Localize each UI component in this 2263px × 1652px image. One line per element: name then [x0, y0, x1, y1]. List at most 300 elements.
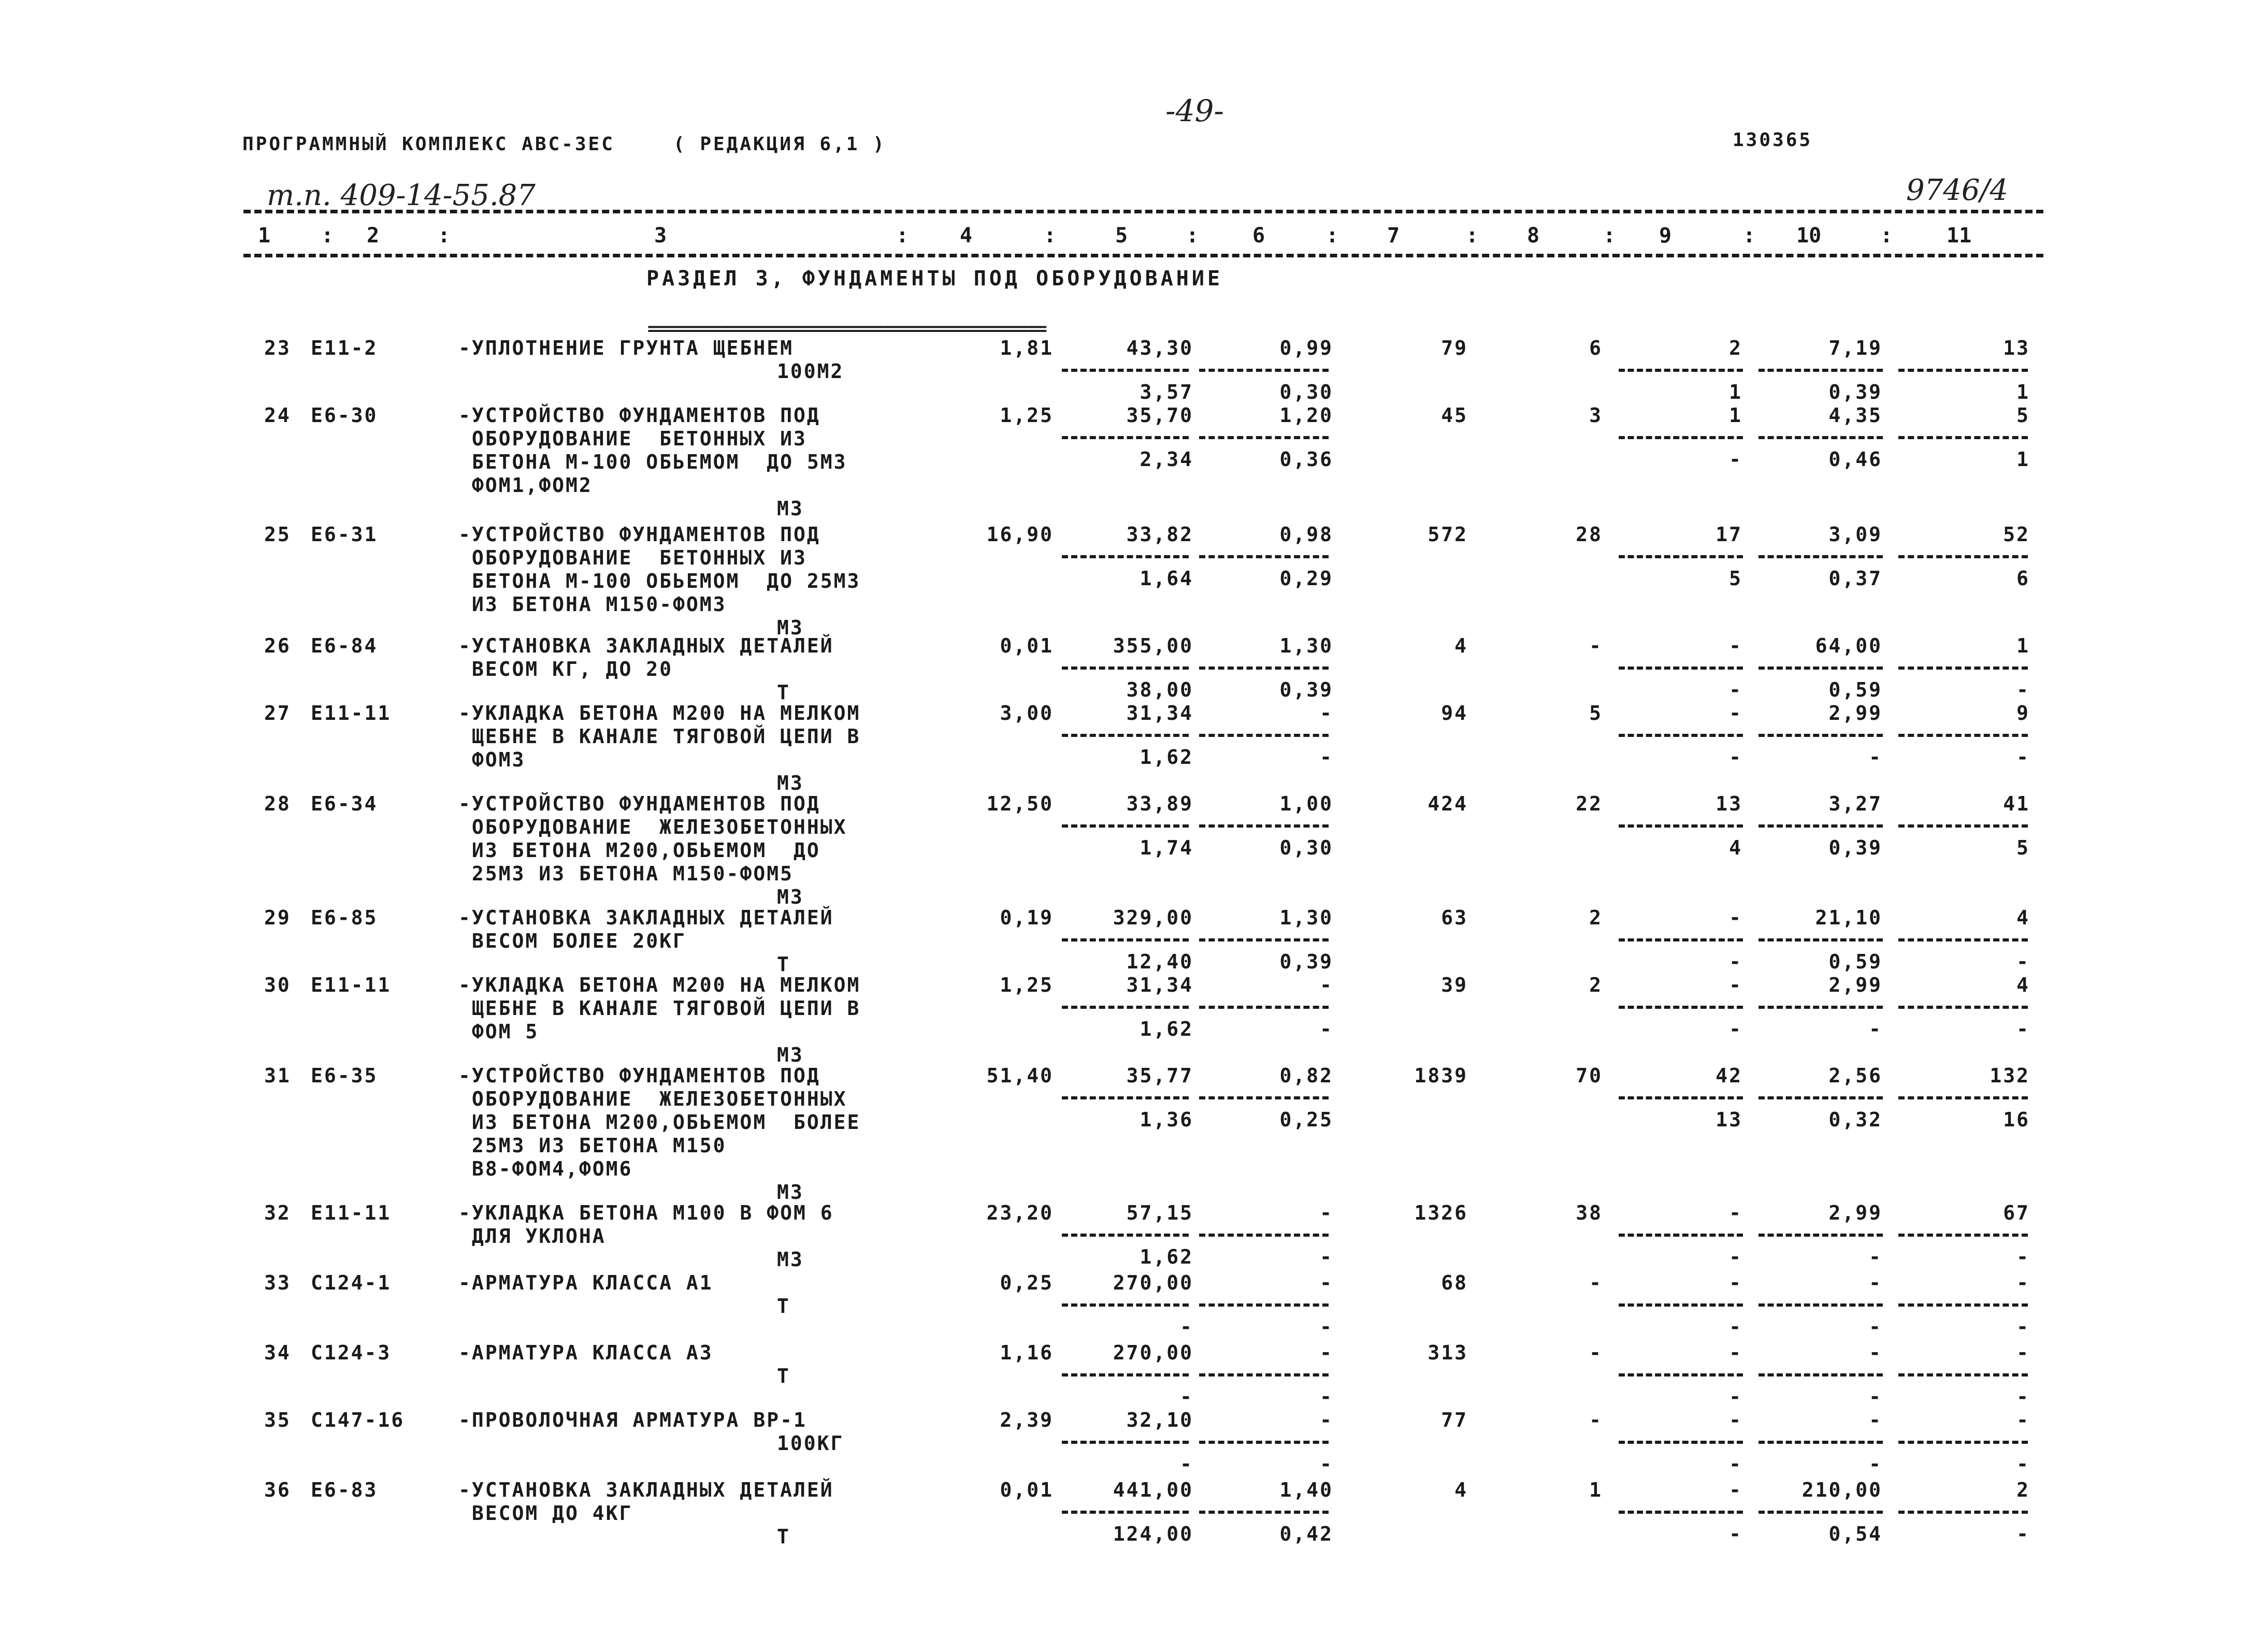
- row-number: 31: [264, 1064, 291, 1087]
- labor-total-machinists: 6: [2016, 567, 2030, 590]
- cell-divider: [1898, 436, 2028, 439]
- work-description-line: -УСТРОЙСТВО ФУНДАМЕНТОВ ПОД: [458, 1064, 820, 1087]
- labor-total-machinists: 16: [2003, 1108, 2030, 1131]
- cell-divider: [1898, 555, 2028, 558]
- total-cost: 4: [1454, 1479, 1468, 1501]
- labor-total-machinists: -: [2016, 950, 2030, 973]
- column-separator: :: [1466, 224, 1479, 248]
- total-cost: 424: [1428, 792, 1468, 815]
- total-machines: 13: [1716, 792, 1742, 815]
- total-wages: 28: [1576, 523, 1603, 546]
- labor-total-machinists: -: [2016, 1385, 2030, 1408]
- cell-divider: [1199, 1303, 1329, 1307]
- cell-divider: [1062, 555, 1189, 558]
- unit-of-measure: Т: [777, 1525, 790, 1548]
- unit-of-measure: 100КГ: [777, 1432, 844, 1455]
- labor-per-unit: 7,19: [1828, 337, 1882, 359]
- work-description-line: ВЕСОМ ДО 4КГ: [458, 1502, 633, 1525]
- unit-cost-wages: 1,64: [1140, 567, 1193, 590]
- total-wages: -: [1589, 1409, 1603, 1431]
- cell-divider: [1062, 824, 1189, 828]
- unit-cost-total: 31,34: [1126, 974, 1193, 996]
- labor-per-unit-machinists: 0,39: [1828, 381, 1882, 403]
- work-description-line: ИЗ БЕТОНА М200,ОБЬЕМОМ БОЛЕЕ: [458, 1111, 861, 1134]
- cell-divider: [1619, 666, 1743, 670]
- work-description-line: ВЕСОМ КГ, ДО 20: [458, 658, 673, 680]
- work-description-line: -УСТРОЙСТВО ФУНДАМЕНТОВ ПОД: [458, 792, 820, 815]
- cell-divider: [1619, 1441, 1743, 1444]
- unit-cost-total: 31,34: [1126, 702, 1193, 724]
- total-wages: 6: [1589, 337, 1603, 359]
- row-number: 25: [264, 523, 291, 546]
- column-separator: :: [438, 224, 451, 248]
- work-description-line: -УСТАНОВКА ЗАКЛАДНЫХ ДЕТАЛЕЙ: [458, 906, 834, 929]
- work-description-line: ФОМ3: [458, 748, 526, 771]
- labor-per-unit-machinists: -: [1869, 1018, 1882, 1040]
- work-description-line: -УСТРОЙСТВО ФУНДАМЕНТОВ ПОД: [458, 523, 820, 546]
- cell-divider: [1758, 436, 1883, 439]
- quantity: 0,25: [1000, 1271, 1054, 1294]
- norm-code: Е6-35: [311, 1064, 378, 1087]
- total-machines: 42: [1716, 1064, 1742, 1087]
- unit-of-measure: М3: [777, 1181, 804, 1204]
- cell-divider: [1898, 1373, 2028, 1376]
- column-number-4: 4: [960, 224, 973, 248]
- work-description-line: -УСТРОЙСТВО ФУНДАМЕНТОВ ПОД: [458, 404, 820, 427]
- labor-per-unit: 4,35: [1828, 404, 1882, 427]
- cell-divider: [1199, 1511, 1329, 1514]
- cell-divider: [1199, 555, 1329, 558]
- column-number-11: 11: [1947, 224, 1972, 248]
- cell-divider: [1898, 1441, 2028, 1444]
- total-machines: 2: [1729, 337, 1742, 359]
- cell-divider: [1199, 436, 1329, 439]
- quantity: 1,81: [1000, 337, 1054, 359]
- cell-divider: [1619, 1373, 1743, 1376]
- norm-code: Е6-34: [311, 792, 378, 815]
- labor-total-machinists: 1: [2016, 381, 2030, 403]
- row-number: 30: [264, 974, 291, 996]
- quantity: 0,01: [1000, 1479, 1054, 1501]
- unit-cost-wages: 1,62: [1140, 1018, 1193, 1040]
- labor-per-unit: 2,99: [1828, 1201, 1882, 1224]
- quantity: 3,00: [1000, 702, 1054, 724]
- work-description-line: -УКЛАДКА БЕТОНА М200 НА МЕЛКОМ: [458, 974, 861, 996]
- unit-cost-machines: -: [1320, 974, 1333, 996]
- labor-per-unit-machinists: -: [1869, 1385, 1882, 1408]
- labor-per-unit-machinists: 0,59: [1828, 678, 1882, 701]
- unit-cost-machines: 1,40: [1279, 1479, 1333, 1501]
- unit-of-measure: М3: [777, 616, 804, 639]
- unit-cost-wages: 2,34: [1140, 448, 1193, 471]
- cell-divider: [1758, 1234, 1883, 1237]
- work-description-line: В8-ФОМ4,ФОМ6: [458, 1157, 633, 1180]
- total-wages: 38: [1576, 1201, 1603, 1224]
- cell-divider: [1619, 1234, 1743, 1237]
- unit-cost-wages: 1,36: [1140, 1108, 1193, 1131]
- norm-code: Е11-11: [311, 702, 392, 724]
- cell-divider: [1199, 1234, 1329, 1237]
- row-number: 26: [264, 634, 291, 657]
- cell-divider: [1758, 369, 1883, 372]
- labor-total: -: [2016, 1409, 2030, 1431]
- work-description-line: -ПРОВОЛОЧНАЯ АРМАТУРА ВР-1: [458, 1409, 807, 1431]
- row-number: 27: [264, 702, 291, 724]
- cell-divider: [1062, 1511, 1189, 1514]
- unit-of-measure: М3: [777, 1044, 804, 1066]
- labor-per-unit-machinists: 0,32: [1828, 1108, 1882, 1131]
- unit-cost-machines: 0,98: [1279, 523, 1333, 546]
- unit-of-measure: М3: [777, 497, 804, 520]
- unit-cost-total: 32,10: [1126, 1409, 1193, 1431]
- total-cost: 79: [1441, 337, 1468, 359]
- cell-divider: [1199, 369, 1329, 372]
- total-cost: 77: [1441, 1409, 1468, 1431]
- column-number-3: 3: [654, 224, 667, 248]
- row-number: 36: [264, 1479, 291, 1501]
- unit-cost-machine-wages: 0,30: [1279, 381, 1333, 403]
- cell-divider: [1619, 1006, 1743, 1009]
- work-description-line: ВЕСОМ БОЛЕЕ 20КГ: [458, 930, 686, 952]
- work-description-line: -УКЛАДКА БЕТОНА М200 НА МЕЛКОМ: [458, 702, 861, 724]
- total-machine-wages: 1: [1729, 381, 1742, 403]
- total-machine-wages: -: [1729, 746, 1742, 769]
- cell-divider: [1758, 1006, 1883, 1009]
- cell-divider: [1898, 824, 2028, 828]
- total-wages: 5: [1589, 702, 1603, 724]
- column-number-8: 8: [1527, 224, 1540, 248]
- work-description-line: -УСТАНОВКА ЗАКЛАДНЫХ ДЕТАЛЕЙ: [458, 634, 834, 657]
- unit-cost-machine-wages: -: [1320, 1453, 1333, 1475]
- unit-cost-wages: 124,00: [1113, 1523, 1193, 1545]
- labor-per-unit-machinists: -: [1869, 1315, 1882, 1338]
- labor-total: 4: [2016, 974, 2030, 996]
- labor-per-unit: 3,09: [1828, 523, 1882, 546]
- row-number: 28: [264, 792, 291, 815]
- unit-cost-wages: 1,62: [1140, 746, 1193, 769]
- column-separator: :: [1603, 224, 1616, 248]
- cell-divider: [1199, 1441, 1329, 1444]
- cell-divider: [1199, 938, 1329, 941]
- total-wages: 1: [1589, 1479, 1603, 1501]
- cell-divider: [1619, 436, 1743, 439]
- work-description-line: ДЛЯ УКЛОНА: [458, 1225, 606, 1248]
- total-wages: 2: [1589, 974, 1603, 996]
- total-machine-wages: -: [1729, 1315, 1742, 1338]
- total-wages: 2: [1589, 906, 1603, 929]
- labor-total-machinists: -: [2016, 1453, 2030, 1475]
- cell-divider: [1199, 666, 1329, 670]
- cell-divider: [1199, 824, 1329, 828]
- unit-cost-machine-wages: -: [1320, 1385, 1333, 1408]
- labor-total-machinists: -: [2016, 1315, 2030, 1338]
- labor-total: 1: [2016, 634, 2030, 657]
- labor-per-unit: 2,99: [1828, 702, 1882, 724]
- row-number: 23: [264, 337, 291, 359]
- cell-divider: [1619, 369, 1743, 372]
- work-description-line: ИЗ БЕТОНА М200,ОБЬЕМОМ ДО: [458, 839, 820, 862]
- row-number: 34: [264, 1341, 291, 1364]
- cell-divider: [1199, 1373, 1329, 1376]
- unit-cost-total: 33,82: [1126, 523, 1193, 546]
- cell-divider: [1062, 1096, 1189, 1099]
- labor-total: 13: [2003, 337, 2030, 359]
- cell-divider: [1898, 1006, 2028, 1009]
- labor-total: 9: [2016, 702, 2030, 724]
- unit-of-measure: Т: [777, 681, 790, 704]
- column-separator: :: [1880, 224, 1893, 248]
- unit-cost-total: 329,00: [1113, 906, 1193, 929]
- labor-per-unit: -: [1869, 1409, 1882, 1431]
- norm-code: Е11-11: [311, 974, 392, 996]
- work-description-line: -АРМАТУРА КЛАССА А3: [458, 1341, 713, 1364]
- column-number-5: 5: [1115, 224, 1128, 248]
- labor-total: 41: [2003, 792, 2030, 815]
- unit-cost-wages: 12,40: [1126, 950, 1193, 973]
- unit-cost-wages: 1,62: [1140, 1245, 1193, 1268]
- total-machines: -: [1729, 1479, 1742, 1501]
- cell-divider: [1062, 369, 1189, 372]
- cell-divider: [1898, 1234, 2028, 1237]
- labor-per-unit-machinists: 0,59: [1828, 950, 1882, 973]
- unit-cost-machine-wages: -: [1320, 1245, 1333, 1268]
- cell-divider: [1619, 1511, 1743, 1514]
- quantity: 12,50: [986, 792, 1054, 815]
- row-number: 24: [264, 404, 291, 427]
- cell-divider: [1758, 1511, 1883, 1514]
- work-description-line: ФОМ1,ФОМ2: [458, 474, 593, 497]
- total-machine-wages: -: [1729, 1523, 1742, 1545]
- unit-cost-machines: 0,99: [1279, 337, 1333, 359]
- total-cost: 45: [1441, 404, 1468, 427]
- norm-code: Е6-85: [311, 906, 378, 929]
- cell-divider: [1619, 555, 1743, 558]
- work-description-line: ОБОРУДОВАНИЕ БЕТОННЫХ ИЗ: [458, 427, 807, 450]
- unit-cost-machines: -: [1320, 1201, 1333, 1224]
- program-title: ПРОГРАММНЫЙ КОМПЛЕКС АВС-3ЕС: [242, 134, 615, 155]
- unit-cost-machines: -: [1320, 1409, 1333, 1431]
- labor-total-machinists: -: [2016, 1245, 2030, 1268]
- total-machine-wages: -: [1729, 950, 1742, 973]
- unit-cost-wages: 38,00: [1126, 678, 1193, 701]
- total-machines: 1: [1729, 404, 1742, 427]
- quantity: 1,25: [1000, 404, 1054, 427]
- norm-code: Е6-83: [311, 1479, 378, 1501]
- cell-divider: [1898, 1303, 2028, 1307]
- unit-of-measure: М3: [777, 772, 804, 794]
- page-number: -49-: [1165, 93, 1224, 128]
- cell-divider: [1898, 369, 2028, 372]
- unit-cost-machine-wages: 0,30: [1279, 836, 1333, 859]
- cell-divider: [1898, 938, 2028, 941]
- total-machines: -: [1729, 1341, 1742, 1364]
- labor-total-machinists: -: [2016, 1523, 2030, 1545]
- cell-divider: [1199, 1006, 1329, 1009]
- labor-total: 52: [2003, 523, 2030, 546]
- unit-cost-total: 57,15: [1126, 1201, 1193, 1224]
- cell-divider: [1062, 1303, 1189, 1307]
- total-machines: -: [1729, 1271, 1742, 1294]
- cell-divider: [1062, 666, 1189, 670]
- unit-cost-machine-wages: 0,29: [1279, 567, 1333, 590]
- work-description-line: ЩЕБНЕ В КАНАЛЕ ТЯГОВОЙ ЦЕПИ В: [458, 997, 861, 1020]
- labor-total-machinists: 5: [2016, 836, 2030, 859]
- work-description-line: -УКЛАДКА БЕТОНА М100 В ФОМ 6: [458, 1201, 834, 1224]
- column-number-1: 1: [258, 224, 271, 248]
- unit-of-measure: 100М2: [777, 360, 844, 383]
- column-separator: :: [321, 224, 334, 248]
- work-description-line: -АРМАТУРА КЛАССА А1: [458, 1271, 713, 1294]
- work-description-line: ЩЕБНЕ В КАНАЛЕ ТЯГОВОЙ ЦЕПИ В: [458, 725, 861, 748]
- norm-code: С124-3: [311, 1341, 392, 1364]
- cell-divider: [1062, 1373, 1189, 1376]
- work-description-line: -УПЛОТНЕНИЕ ГРУНТА ЩЕБНЕМ: [458, 337, 794, 359]
- total-wages: 3: [1589, 404, 1603, 427]
- total-machines: -: [1729, 702, 1742, 724]
- labor-per-unit: -: [1869, 1341, 1882, 1364]
- work-description-line: БЕТОНА М-100 ОБЬЕМОМ ДО 5М3: [458, 451, 847, 473]
- unit-of-measure: Т: [777, 1295, 790, 1317]
- total-machine-wages: -: [1729, 1453, 1742, 1475]
- cell-divider: [1062, 436, 1189, 439]
- work-description-line: 25М3 ИЗ БЕТОНА М150: [458, 1134, 727, 1157]
- total-cost: 1839: [1414, 1064, 1468, 1087]
- cell-divider: [1199, 1096, 1329, 1099]
- cell-divider: [1619, 824, 1743, 828]
- labor-per-unit-machinists: 0,39: [1828, 836, 1882, 859]
- unit-cost-machine-wages: -: [1320, 1315, 1333, 1338]
- header-rule-top: [243, 210, 2043, 213]
- unit-cost-machines: -: [1320, 702, 1333, 724]
- total-machine-wages: 13: [1716, 1108, 1742, 1131]
- cell-divider: [1898, 734, 2028, 737]
- document-code: 130365: [1733, 129, 1813, 151]
- column-separator: :: [1186, 224, 1199, 248]
- labor-total: 4: [2016, 906, 2030, 929]
- labor-total: -: [2016, 1271, 2030, 1294]
- norm-code: С147-16: [311, 1409, 405, 1431]
- unit-cost-machine-wages: 0,39: [1279, 678, 1333, 701]
- unit-cost-total: 270,00: [1113, 1341, 1193, 1364]
- project-reference: т.п. 409-14-55.87: [267, 179, 536, 212]
- cell-divider: [1898, 666, 2028, 670]
- labor-per-unit: 2,56: [1828, 1064, 1882, 1087]
- work-description-line: -УСТАНОВКА ЗАКЛАДНЫХ ДЕТАЛЕЙ: [458, 1479, 834, 1501]
- labor-per-unit-machinists: -: [1869, 746, 1882, 769]
- unit-cost-machines: 0,82: [1279, 1064, 1333, 1087]
- total-cost: 39: [1441, 974, 1468, 996]
- norm-code: Е11-11: [311, 1201, 392, 1224]
- norm-code: Е11-2: [311, 337, 378, 359]
- total-machine-wages: -: [1729, 448, 1742, 471]
- edition-label: ( РЕДАКЦИЯ 6,1 ): [673, 134, 886, 155]
- total-machines: -: [1729, 1409, 1742, 1431]
- unit-cost-machine-wages: 0,25: [1279, 1108, 1333, 1131]
- quantity: 23,20: [986, 1201, 1054, 1224]
- cell-divider: [1758, 666, 1883, 670]
- column-number-9: 9: [1659, 224, 1672, 248]
- labor-per-unit: 3,27: [1828, 792, 1882, 815]
- total-wages: 22: [1576, 792, 1603, 815]
- labor-per-unit-machinists: 0,54: [1828, 1523, 1882, 1545]
- unit-cost-total: 35,77: [1126, 1064, 1193, 1087]
- unit-cost-total: 43,30: [1126, 337, 1193, 359]
- labor-total: -: [2016, 1341, 2030, 1364]
- total-machine-wages: -: [1729, 678, 1742, 701]
- unit-cost-machines: -: [1320, 1341, 1333, 1364]
- unit-cost-machines: 1,30: [1279, 906, 1333, 929]
- cell-divider: [1619, 734, 1743, 737]
- unit-cost-machine-wages: 0,42: [1279, 1523, 1333, 1545]
- row-number: 29: [264, 906, 291, 929]
- work-description-line: БЕТОНА М-100 ОБЬЕМОМ ДО 25М3: [458, 570, 861, 592]
- cell-divider: [1062, 734, 1189, 737]
- total-cost: 94: [1441, 702, 1468, 724]
- total-cost: 63: [1441, 906, 1468, 929]
- work-description-line: ОБОРУДОВАНИЕ ЖЕЛЕЗОБЕТОННЫХ: [458, 816, 847, 838]
- cell-divider: [1758, 1373, 1883, 1376]
- work-description-line: ОБОРУДОВАНИЕ ЖЕЛЕЗОБЕТОННЫХ: [458, 1088, 847, 1110]
- cell-divider: [1062, 1234, 1189, 1237]
- total-machine-wages: 4: [1729, 836, 1742, 859]
- unit-cost-machines: -: [1320, 1271, 1333, 1294]
- labor-per-unit: 210,00: [1801, 1479, 1882, 1501]
- cell-divider: [1062, 1441, 1189, 1444]
- cell-divider: [1758, 734, 1883, 737]
- total-machine-wages: 5: [1729, 567, 1742, 590]
- norm-code: Е6-84: [311, 634, 378, 657]
- labor-total-machinists: -: [2016, 746, 2030, 769]
- cell-divider: [1062, 938, 1189, 941]
- quantity: 1,16: [1000, 1341, 1054, 1364]
- column-separator: :: [1044, 224, 1057, 248]
- unit-of-measure: Т: [777, 1365, 790, 1387]
- norm-code: Е6-31: [311, 523, 378, 546]
- labor-total-machinists: -: [2016, 678, 2030, 701]
- unit-cost-machine-wages: 0,39: [1279, 950, 1333, 973]
- quantity: 2,39: [1000, 1409, 1054, 1431]
- column-separator: :: [1326, 224, 1339, 248]
- cell-divider: [1758, 938, 1883, 941]
- total-machines: -: [1729, 906, 1742, 929]
- cell-divider: [1619, 1303, 1743, 1307]
- total-cost: 313: [1428, 1341, 1468, 1364]
- cell-divider: [1758, 1303, 1883, 1307]
- cell-divider: [1758, 824, 1883, 828]
- labor-total-machinists: -: [2016, 1018, 2030, 1040]
- labor-per-unit: -: [1869, 1271, 1882, 1294]
- unit-cost-machine-wages: -: [1320, 1018, 1333, 1040]
- quantity: 0,01: [1000, 634, 1054, 657]
- unit-of-measure: Т: [777, 953, 790, 976]
- labor-total-machinists: 1: [2016, 448, 2030, 471]
- labor-per-unit-machinists: 0,37: [1828, 567, 1882, 590]
- labor-per-unit: 21,10: [1815, 906, 1882, 929]
- cell-divider: [1758, 1096, 1883, 1099]
- total-wages: -: [1589, 634, 1603, 657]
- unit-cost-total: 355,00: [1113, 634, 1193, 657]
- work-description-line: ИЗ БЕТОНА М150-ФОМ3: [458, 593, 727, 616]
- cell-divider: [1898, 1096, 2028, 1099]
- unit-cost-machine-wages: 0,36: [1279, 448, 1333, 471]
- unit-cost-wages: -: [1180, 1385, 1193, 1408]
- unit-cost-wages: -: [1180, 1315, 1193, 1338]
- column-separator: :: [896, 224, 909, 248]
- labor-total: 2: [2016, 1479, 2030, 1501]
- unit-cost-machines: 1,20: [1279, 404, 1333, 427]
- total-cost: 68: [1441, 1271, 1468, 1294]
- header-rule-bottom: [243, 254, 2043, 257]
